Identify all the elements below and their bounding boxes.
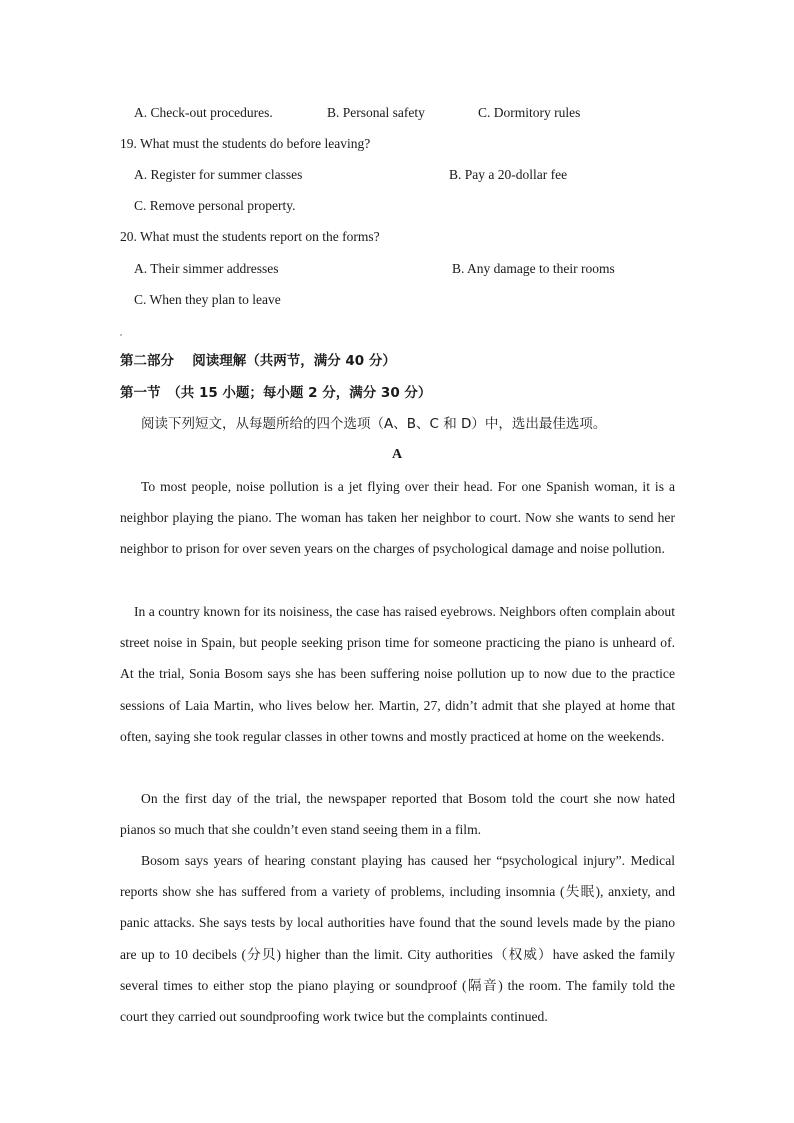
passage-paragraph-1: To most people, noise pollution is a jet flying over their head. For one Spanish woman, it is a neighbor playing the piano. The woman has taken her neighbor to court. Now she wants to send her neighbor to prison for over seven years on the charges of psychological damage and noise pollution. <box>120 479 675 557</box>
q19-question: 19. What must the students do before leaving? <box>120 136 371 151</box>
q18-option-a: A. Check-out procedures. <box>134 105 273 120</box>
passage-letter: A <box>391 447 403 462</box>
part2-heading: 第二部分 阅读理解（共两节，满分 40 分） <box>120 353 396 369</box>
q20-option-c: C. When they plan to leave <box>134 292 281 307</box>
passage-paragraph-4: Bosom says years of hearing constant playing has caused her “psychological injury”. Medical reports show she has suffered from a variety of problems, including insomnia (失眠), anxiety, and panic attacks. She says tests by local authorities have found that the sound levels made by the piano are up to 10 decibels (分贝) higher than the limit. City authorities（权威）have asked the family several times to either stop the piano playing or soundproof (隔音) the room. The family told the court they carried out soundproofing work twice but the complaints continued. <box>120 853 675 1025</box>
q18-option-c: C. Dormitory rules <box>478 105 581 120</box>
q20-option-a: A. Their simmer addresses <box>134 261 279 276</box>
q19-option-c: C. Remove personal property. <box>134 198 296 213</box>
section1-heading: 第一节 （共 15 小题；每小题 2 分，满分 30 分） <box>120 385 432 401</box>
q20-question: 20. What must the students report on the forms? <box>120 229 380 244</box>
stray-mark <box>120 334 122 336</box>
passage-paragraph-3: On the first day of the trial, the newspaper reported that Bosom told the court she now hated pianos so much that she couldn’t even stand seeing them in a film. <box>120 791 675 838</box>
q20-option-b: B. Any damage to their rooms <box>452 261 615 276</box>
reading-instruction: 阅读下列短文，从每题所给的四个选项（A、B、C 和 D）中，选出最佳选项。 <box>141 416 607 432</box>
passage-paragraph-2: In a country known for its noisiness, the case has raised eyebrows. Neighbors often complain about street noise in Spain, but people seeking prison time for someone practicing the piano is unheard of. At the trial, Sonia Bosom says she has been suffering noise pollution up to now due to the practice sessions of Laia Martin, who lives below her. Martin, 27, didn’t admit that she played at home that often, saying she took regular classes in other towns and mostly practiced at home on the weekends. <box>120 604 675 744</box>
q19-option-b: B. Pay a 20-dollar fee <box>449 167 568 182</box>
q18-option-b: B. Personal safety <box>327 105 425 120</box>
q19-option-a: A. Register for summer classes <box>134 167 303 182</box>
